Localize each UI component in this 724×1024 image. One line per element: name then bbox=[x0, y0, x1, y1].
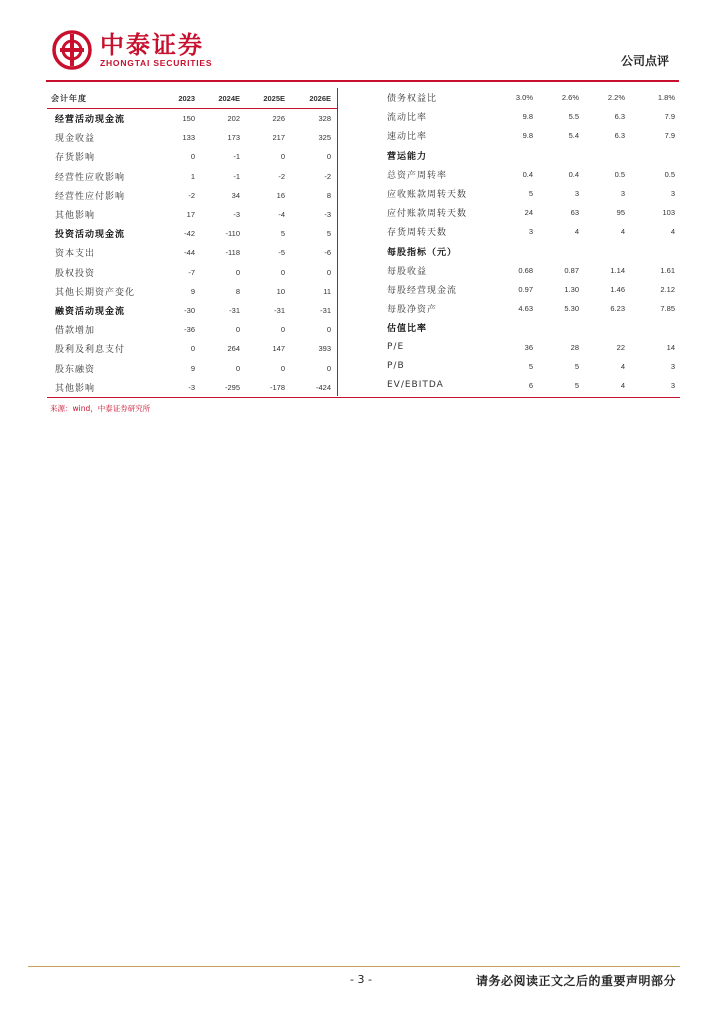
table-cell: 8 bbox=[235, 286, 240, 296]
table-cell: -6 bbox=[324, 248, 331, 258]
table-row bbox=[381, 222, 679, 241]
source-note: 来源：wind，中泰证券研究所 bbox=[50, 404, 151, 413]
column-header: 会计年度 bbox=[51, 93, 87, 103]
table-cell: 5 bbox=[574, 380, 579, 390]
table-cell: 0 bbox=[190, 152, 195, 162]
row-label: 经营性应付影响 bbox=[55, 191, 126, 202]
table-cell: 150 bbox=[182, 114, 195, 124]
row-label: 股东融资 bbox=[55, 364, 96, 375]
column-header: 2025E bbox=[263, 93, 285, 103]
section-row bbox=[47, 301, 337, 320]
table-cell: 5 bbox=[326, 229, 331, 239]
table-cell: 7.9 bbox=[664, 112, 675, 122]
section-row bbox=[47, 109, 337, 128]
table-separator bbox=[337, 88, 338, 396]
table-row bbox=[47, 263, 337, 282]
table-cell: 4 bbox=[620, 380, 625, 390]
section-row bbox=[381, 242, 679, 261]
table-cell: 1.61 bbox=[660, 265, 675, 275]
table-cell: 3 bbox=[528, 227, 533, 237]
document-type-label: 公司点评 bbox=[620, 54, 669, 68]
row-label: 借款增加 bbox=[55, 326, 96, 337]
table-cell: 1 bbox=[190, 171, 195, 181]
row-label: 资本支出 bbox=[55, 249, 96, 260]
table-cell: -118 bbox=[225, 248, 240, 258]
table-cell: -3 bbox=[324, 210, 331, 220]
page-number: - 3 - bbox=[350, 973, 372, 986]
table-cell: -5 bbox=[278, 248, 285, 258]
table-cell: 3 bbox=[670, 189, 675, 199]
row-label: 应付账款周转天数 bbox=[387, 209, 468, 220]
row-label: 经营活动现金流 bbox=[55, 115, 126, 126]
table-cell: 393 bbox=[318, 344, 331, 354]
table-cell: 0 bbox=[326, 325, 331, 335]
table-cell: -44 bbox=[184, 248, 195, 258]
row-label: 其他长期资产变化 bbox=[55, 287, 136, 298]
zhongtai-logo-icon bbox=[52, 30, 92, 70]
table-row bbox=[381, 357, 679, 376]
table-cell: 0 bbox=[235, 267, 240, 277]
table-cell: -295 bbox=[224, 382, 240, 392]
table-bottom-rule bbox=[47, 397, 680, 398]
table-cell: -36 bbox=[184, 325, 195, 335]
table-cell: 5.5 bbox=[568, 112, 579, 122]
table-cell: 8 bbox=[326, 190, 331, 200]
table-cell: -31 bbox=[229, 305, 240, 315]
table-cell: 6.23 bbox=[610, 304, 625, 314]
row-label: P/B bbox=[387, 361, 405, 372]
table-cell: -4 bbox=[278, 210, 285, 220]
table-row bbox=[47, 339, 337, 358]
table-cell: 6.3 bbox=[614, 131, 625, 141]
table-cell: 9.8 bbox=[522, 131, 533, 141]
table-cell: -1 bbox=[233, 171, 240, 181]
table-cell: 147 bbox=[272, 344, 285, 354]
table-cell: 5 bbox=[574, 361, 579, 371]
table-cell: -31 bbox=[320, 305, 331, 315]
table-row bbox=[47, 205, 337, 224]
row-label: 总资产周转率 bbox=[387, 170, 448, 181]
row-label: 股利及利息支付 bbox=[55, 345, 126, 356]
table-cell: 28 bbox=[570, 342, 579, 352]
table-cell: -30 bbox=[184, 305, 195, 315]
table-row bbox=[47, 243, 337, 262]
table-row bbox=[47, 378, 337, 397]
table-cell: 173 bbox=[227, 133, 240, 143]
table-cell: 63 bbox=[570, 208, 579, 218]
table-cell: 9 bbox=[190, 363, 195, 373]
table-cell: 264 bbox=[227, 344, 240, 354]
table-cell: 0 bbox=[326, 363, 331, 373]
table-cell: 5.4 bbox=[568, 131, 579, 141]
cashflow-table bbox=[47, 88, 337, 397]
row-label: EV/EBITDA bbox=[387, 380, 444, 391]
table-cell: 6.3 bbox=[614, 112, 625, 122]
section-row bbox=[47, 224, 337, 243]
row-label: P/E bbox=[387, 342, 405, 353]
table-cell: 36 bbox=[524, 342, 533, 352]
table-row bbox=[381, 376, 679, 395]
table-cell: 1.14 bbox=[610, 265, 625, 275]
table-cell: 22 bbox=[616, 342, 625, 352]
table-cell: 4 bbox=[620, 361, 625, 371]
table-cell: 4.63 bbox=[518, 304, 533, 314]
table-cell: -42 bbox=[184, 229, 195, 239]
table-cell: 0.4 bbox=[522, 169, 533, 179]
table-cell: 7.85 bbox=[660, 304, 675, 314]
row-label: 债务权益比 bbox=[387, 94, 438, 105]
table-cell: 3.0% bbox=[515, 93, 533, 103]
row-label: 投资活动现金流 bbox=[55, 230, 126, 241]
table-cell: 325 bbox=[318, 133, 331, 143]
header-divider bbox=[46, 80, 679, 82]
table-cell: 3 bbox=[574, 189, 579, 199]
row-label: 流动比率 bbox=[387, 113, 428, 124]
cashflow-table-header bbox=[47, 88, 337, 109]
table-cell: 5.30 bbox=[564, 304, 579, 314]
row-label: 每股指标（元） bbox=[387, 247, 458, 258]
table-cell: 3 bbox=[620, 189, 625, 199]
table-cell: 226 bbox=[272, 114, 285, 124]
table-row bbox=[381, 184, 679, 203]
table-cell: 0.68 bbox=[518, 265, 533, 275]
table-cell: 0 bbox=[280, 325, 285, 335]
row-label: 经营性应收影响 bbox=[55, 172, 126, 183]
logo-english-name: ZHONGTAI SECURITIES bbox=[100, 57, 213, 68]
table-row bbox=[381, 299, 679, 318]
row-label: 融资活动现金流 bbox=[55, 306, 126, 317]
table-cell: 328 bbox=[318, 114, 331, 124]
table-cell: 103 bbox=[662, 208, 675, 218]
section-row bbox=[381, 318, 679, 337]
table-cell: 3 bbox=[670, 380, 675, 390]
table-cell: 3 bbox=[670, 361, 675, 371]
row-label: 存货周转天数 bbox=[387, 228, 448, 239]
row-label: 存货影响 bbox=[55, 153, 96, 164]
table-cell: -178 bbox=[269, 382, 285, 392]
table-cell: 5 bbox=[528, 361, 533, 371]
table-cell: 10 bbox=[276, 286, 285, 296]
row-label: 其他影响 bbox=[55, 211, 96, 222]
logo-chinese-name: 中泰证券 bbox=[100, 30, 204, 59]
table-cell: 0 bbox=[326, 267, 331, 277]
row-label: 股权投资 bbox=[55, 268, 96, 279]
table-cell: 0 bbox=[280, 152, 285, 162]
table-cell: 2.2% bbox=[607, 93, 625, 103]
table-row bbox=[381, 165, 679, 184]
table-cell: 1.30 bbox=[564, 284, 579, 294]
table-cell: 6 bbox=[528, 380, 533, 390]
table-cell: -3 bbox=[188, 382, 195, 392]
table-cell: 2.6% bbox=[561, 93, 579, 103]
column-header: 2024E bbox=[218, 93, 240, 103]
table-cell: 0.5 bbox=[664, 169, 675, 179]
company-logo bbox=[52, 28, 212, 72]
table-row bbox=[381, 88, 679, 107]
row-label: 其他影响 bbox=[55, 383, 96, 394]
row-label: 营运能力 bbox=[387, 151, 428, 162]
table-cell: 0 bbox=[235, 325, 240, 335]
section-row bbox=[381, 146, 679, 165]
table-cell: 0.87 bbox=[564, 265, 579, 275]
table-cell: -2 bbox=[278, 171, 285, 181]
table-cell: -31 bbox=[274, 305, 285, 315]
table-cell: 4 bbox=[574, 227, 579, 237]
table-cell: 34 bbox=[231, 190, 240, 200]
table-row bbox=[47, 282, 337, 301]
row-label: 现金收益 bbox=[55, 134, 96, 145]
table-row bbox=[47, 167, 337, 186]
table-cell: 0 bbox=[235, 363, 240, 373]
table-cell: 1.46 bbox=[610, 284, 625, 294]
table-cell: 133 bbox=[182, 133, 195, 143]
table-row bbox=[381, 107, 679, 126]
table-cell: 0 bbox=[326, 152, 331, 162]
table-row bbox=[47, 320, 337, 339]
table-row bbox=[47, 128, 337, 147]
table-cell: 0.4 bbox=[568, 169, 579, 179]
table-cell: 14 bbox=[666, 342, 675, 352]
table-row bbox=[47, 186, 337, 205]
table-cell: 202 bbox=[227, 114, 240, 124]
table-cell: 16 bbox=[276, 190, 285, 200]
row-label: 每股净资产 bbox=[387, 305, 438, 316]
row-label: 每股经营现金流 bbox=[387, 285, 458, 296]
table-cell: 11 bbox=[323, 286, 331, 296]
row-label: 每股收益 bbox=[387, 266, 428, 277]
table-cell: 0 bbox=[280, 267, 285, 277]
table-cell: -2 bbox=[324, 171, 331, 181]
table-cell: 1.8% bbox=[657, 93, 675, 103]
table-cell: 5 bbox=[528, 189, 533, 199]
table-row bbox=[381, 126, 679, 145]
column-header: 2026E bbox=[309, 93, 331, 103]
table-cell: 217 bbox=[272, 133, 285, 143]
table-cell: 95 bbox=[616, 208, 625, 218]
table-cell: 9.8 bbox=[522, 112, 533, 122]
table-cell: 17 bbox=[186, 210, 195, 220]
table-cell: -2 bbox=[188, 190, 195, 200]
table-row bbox=[381, 261, 679, 280]
table-cell: -424 bbox=[315, 382, 331, 392]
table-cell: 0.97 bbox=[518, 284, 533, 294]
table-cell: 2.12 bbox=[660, 284, 675, 294]
table-row bbox=[381, 203, 679, 222]
footer-divider bbox=[28, 966, 680, 967]
table-cell: -1 bbox=[233, 152, 240, 162]
table-cell: 9 bbox=[190, 286, 195, 296]
row-label: 应收账款周转天数 bbox=[387, 190, 468, 201]
table-cell: 0 bbox=[190, 344, 195, 354]
table-cell: -3 bbox=[233, 210, 240, 220]
row-label: 估值比率 bbox=[387, 324, 428, 335]
table-cell: 7.9 bbox=[664, 131, 675, 141]
table-cell: 4 bbox=[670, 227, 675, 237]
table-row bbox=[381, 280, 679, 299]
table-row bbox=[381, 337, 679, 356]
table-cell: 0 bbox=[280, 363, 285, 373]
table-cell: 0.5 bbox=[614, 169, 625, 179]
ratio-table bbox=[381, 88, 679, 395]
table-cell: 5 bbox=[280, 229, 285, 239]
table-cell: -7 bbox=[188, 267, 195, 277]
disclaimer-text: 请务必阅读正文之后的重要声明部分 bbox=[475, 974, 676, 988]
table-cell: -110 bbox=[225, 229, 240, 239]
table-row bbox=[47, 358, 337, 377]
table-cell: 4 bbox=[620, 227, 625, 237]
table-cell: 24 bbox=[524, 208, 533, 218]
table-row bbox=[47, 147, 337, 166]
column-header: 2023 bbox=[178, 93, 195, 103]
row-label: 速动比率 bbox=[387, 132, 428, 143]
